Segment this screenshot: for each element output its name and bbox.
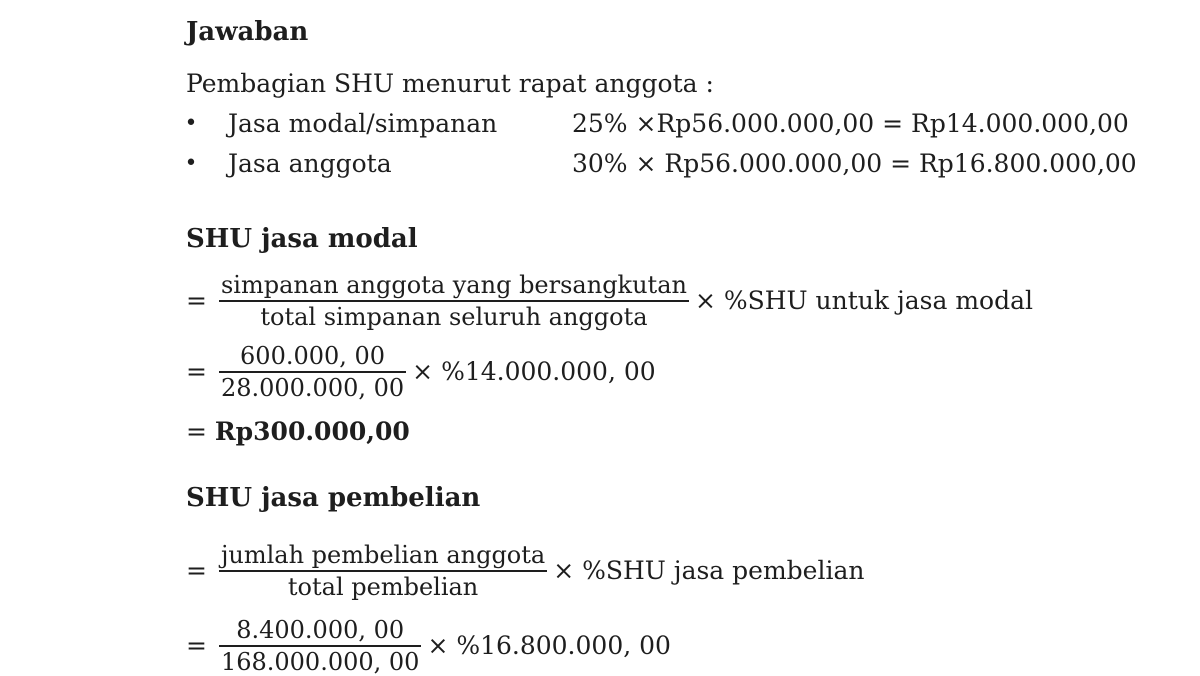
answer-heading: Jawaban	[186, 17, 309, 47]
shu-jasa-pembelian-heading: SHU jasa pembelian	[186, 483, 481, 513]
formula-multiplier: × %14.000.000, 00	[412, 357, 656, 387]
formula-multiplier: × %SHU jasa pembelian	[553, 556, 865, 586]
shu-jasa-modal-formula	[186, 271, 1033, 331]
fraction-denominator: 168.000.000, 00	[220, 647, 420, 676]
fraction-numerator: 8.400.000, 00	[236, 616, 405, 644]
distribution-formula-jasa-modal: 25% ×Rp56.000.000,00 = Rp14.000.000,00	[572, 109, 1129, 138]
shu-jasa-pembelian-formula	[186, 541, 864, 601]
equals-sign: =	[186, 631, 207, 661]
fraction-denominator: total simpanan seluruh anggota	[260, 302, 648, 331]
fraction-denominator: total pembelian	[287, 572, 479, 601]
fraction	[219, 342, 406, 402]
bullet-icon: •	[184, 151, 198, 176]
fraction-numerator: simpanan anggota yang bersangkutan	[220, 271, 687, 299]
bullet-icon: •	[184, 111, 198, 136]
equals-sign: =	[186, 286, 207, 316]
equals-sign: =	[186, 357, 207, 387]
result-value: Rp300.000,00	[214, 417, 410, 446]
shu-jasa-modal-heading: SHU jasa modal	[186, 224, 418, 254]
formula-multiplier: × %SHU untuk jasa modal	[694, 286, 1034, 316]
fraction-denominator: 28.000.000, 00	[220, 373, 405, 402]
distribution-formula-jasa-anggota: 30% × Rp56.000.000,00 = Rp16.800.000,00	[572, 149, 1137, 178]
shu-jasa-modal-result	[186, 417, 410, 446]
distribution-label-jasa-anggota: Jasa anggota	[228, 149, 392, 178]
result-prefix: =	[186, 417, 215, 446]
fraction-numerator: jumlah pembelian anggota	[220, 541, 546, 569]
equals-sign: =	[186, 556, 207, 586]
shu-jasa-pembelian-substitution	[186, 616, 671, 676]
intro-text: Pembagian SHU menurut rapat anggota :	[186, 69, 714, 98]
fraction	[219, 541, 547, 601]
distribution-label-jasa-modal: Jasa modal/simpanan	[228, 109, 498, 138]
formula-multiplier: × %16.800.000, 00	[427, 631, 671, 661]
fraction	[219, 616, 421, 676]
fraction	[219, 271, 689, 331]
shu-jasa-modal-substitution	[186, 342, 656, 402]
fraction-numerator: 600.000, 00	[240, 342, 386, 370]
